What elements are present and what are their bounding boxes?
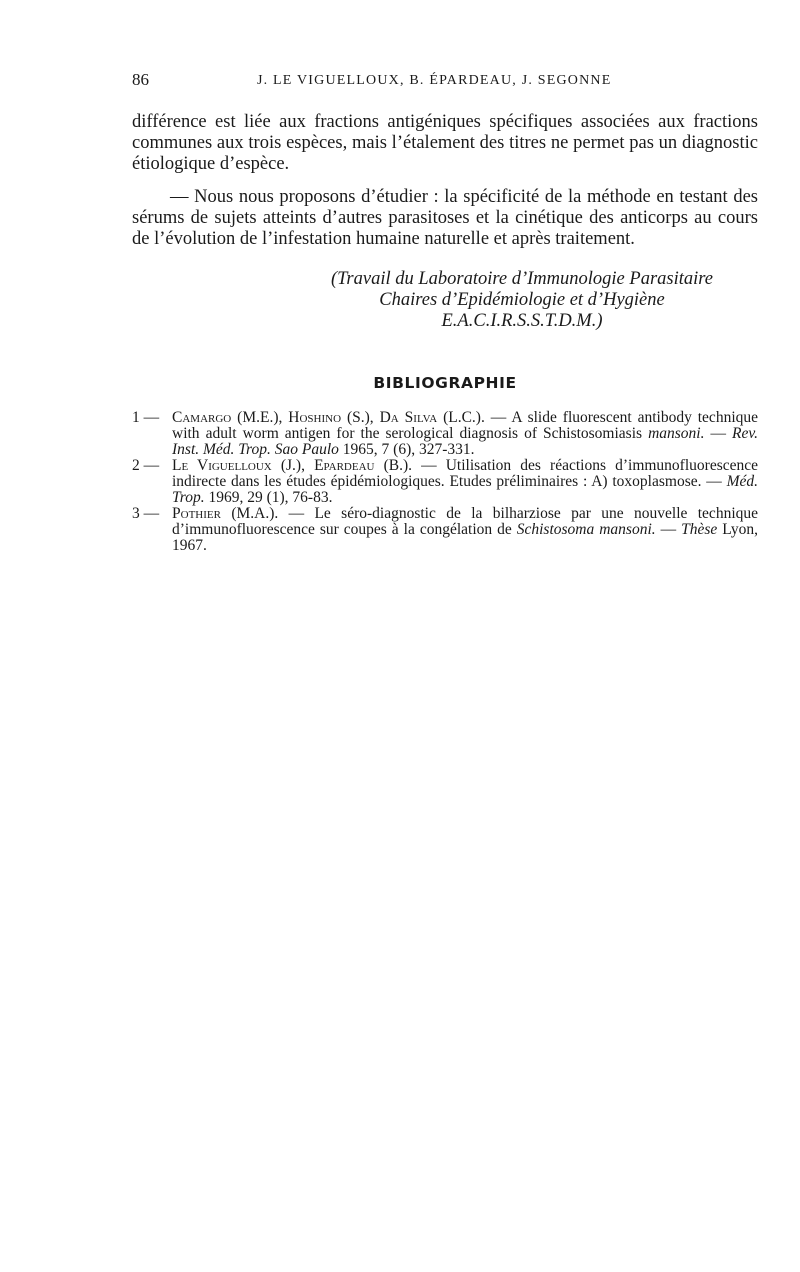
journal-name: Rev. Inst. Méd. Trop. Sao Paulo <box>172 425 758 458</box>
reference-details: 1969, 29 (1), 76-83. <box>204 489 333 506</box>
body-paragraph: différence est liée aux fractions antigéniques spécifiques associées aux fractions communes aux trois espèces, mais l’étalement des titres ne permet pas un diagnostic étiologique d’espèce. <box>132 112 758 174</box>
author-initials: (M.A.). <box>220 505 279 522</box>
running-head <box>132 70 758 96</box>
reference-item <box>132 410 758 458</box>
journal-name: Méd. Trop. <box>172 473 758 506</box>
reference-separator: — <box>704 425 733 442</box>
reference-title: — Le séro-diagnostic de la bilharziose par une nouvelle technique d’immunofluorescence sur coupes à la congélation de <box>172 505 758 538</box>
reference-title: — A slide fluorescent antibody technique with adult worm antigen for the serological diagnosis of Schistosomiasis <box>172 409 758 442</box>
affiliation-note <box>322 269 722 332</box>
reference-author: Pothier <box>172 505 221 522</box>
body-paragraph: — Nous nous proposons d’étudier : la spécificité de la méthode en testant des sérums de sujets atteints d’autres parasitoses et la cinétique des anticorps au cours de l’évolution de l’infestation humaine naturelle et après traitement. <box>132 187 758 249</box>
thesis-label: Thèse <box>681 521 718 538</box>
bibliography-heading: BIBLIOGRAPHIE <box>373 374 517 392</box>
reference-number: 3 — <box>132 505 160 522</box>
reference-item <box>132 458 758 506</box>
reference-details: Lyon, 1967. <box>172 521 758 554</box>
reference-number: 2 — <box>132 457 160 474</box>
running-title: J. LE VIGUELLOUX, B. ÉPARDEAU, J. SEGONNE <box>257 73 612 88</box>
bibliography-list <box>132 410 758 554</box>
page-content <box>132 70 758 554</box>
affiliation-line: E.A.C.I.R.S.S.T.D.M.) <box>441 311 603 331</box>
reference-separator: — <box>655 521 682 538</box>
author-initials: (L.C.). <box>437 409 485 426</box>
affiliation-line: Chaires d’Epidémiologie et d’Hygiène <box>379 290 665 310</box>
reference-item <box>132 506 758 554</box>
reference-author: Le Viguelloux <box>172 457 272 474</box>
author-initials: (M.E.), <box>231 409 289 426</box>
reference-author: Hoshino <box>288 409 342 426</box>
reference-author: Da Silva <box>379 409 438 426</box>
reference-author: Epardeau <box>314 457 375 474</box>
species-name: mansoni. <box>648 425 705 442</box>
author-initials: (J.), <box>271 457 315 474</box>
author-initials: (B.). <box>374 457 413 474</box>
species-name: Schistosoma mansoni. <box>516 521 656 538</box>
reference-details: 1965, 7 (6), 327-331. <box>338 441 475 458</box>
reference-title: — Utilisation des réactions d’immunofluorescence indirecte dans les études épidémiologiques. Etudes préliminaires : A) toxoplasmose. — <box>172 457 758 490</box>
reference-number: 1 — <box>132 409 160 426</box>
reference-author: Camargo <box>172 409 232 426</box>
author-initials: (S.), <box>341 409 380 426</box>
affiliation-line: (Travail du Laboratoire d’Immunologie Parasitaire <box>331 269 713 289</box>
page-number: 86 <box>132 70 149 89</box>
